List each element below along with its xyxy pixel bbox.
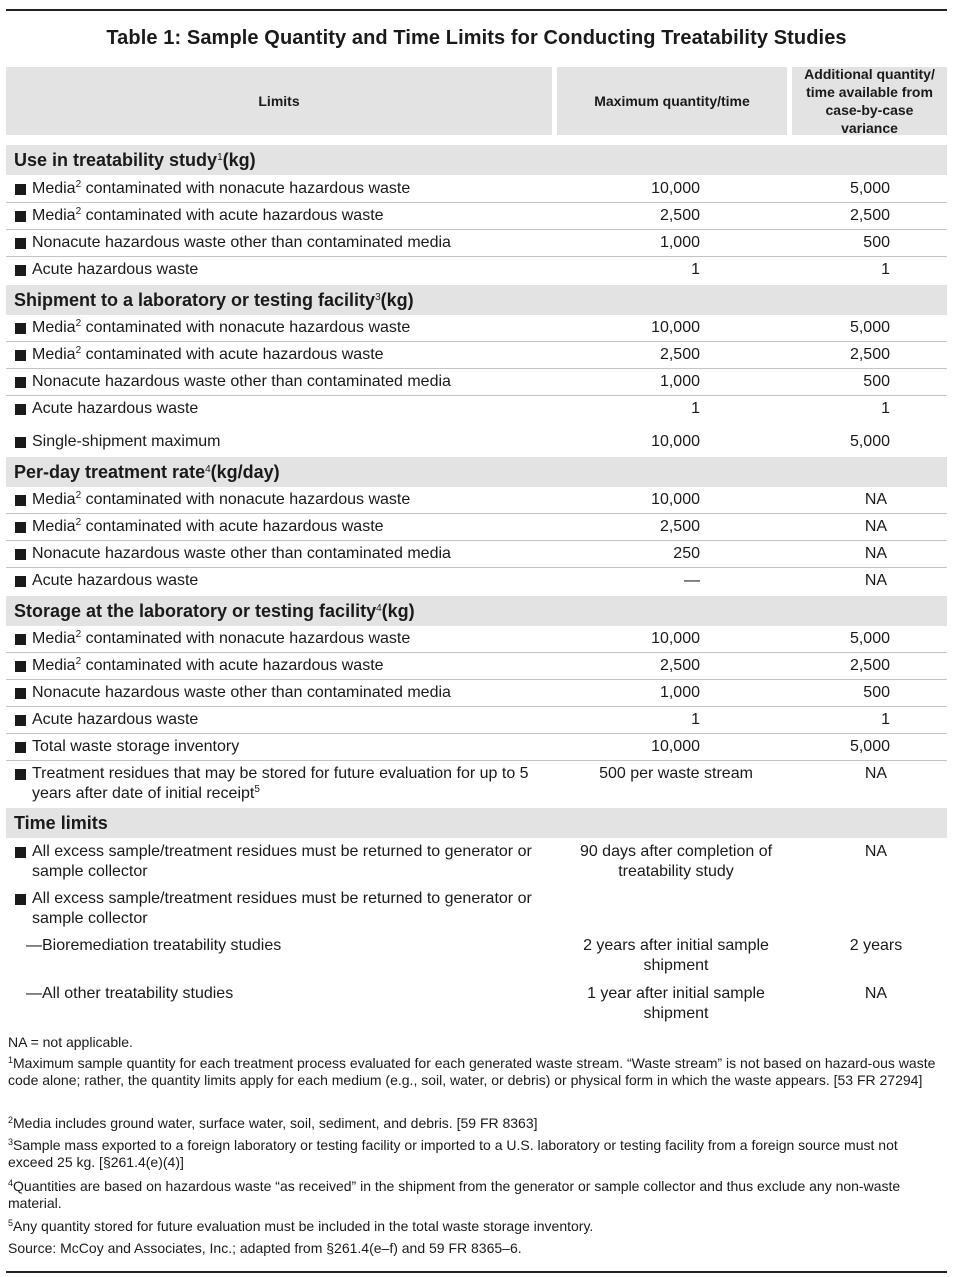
na-note: NA = not applicable. — [8, 1034, 133, 1050]
section-title — [14, 596, 415, 626]
section-title — [14, 808, 108, 838]
max-quantity-cell: 2 years after initial sample shipment — [583, 937, 769, 974]
row-label — [32, 710, 557, 730]
footnote-ref: 2 — [75, 318, 82, 329]
additional-quantity-cell: NA — [864, 545, 888, 562]
bullet-icon — [15, 522, 26, 533]
row-label-text: Nonacute hazardous waste other than contaminated media — [32, 234, 451, 251]
section-title — [14, 145, 256, 175]
max-quantity-cell: 10,000 — [651, 433, 700, 450]
row-label-text: All excess sample/treatment residues must be returned to generator or sample collector — [32, 843, 532, 880]
row-label — [32, 517, 557, 537]
row-label — [32, 656, 557, 676]
bullet-icon — [15, 377, 26, 388]
bullet-icon — [15, 661, 26, 672]
bullet-icon — [15, 576, 26, 587]
section-header — [6, 596, 947, 626]
footnote — [8, 1055, 938, 1089]
bullet-icon — [15, 265, 26, 276]
footnote-ref: 2 — [75, 629, 82, 640]
table-row — [6, 179, 947, 203]
additional-quantity-cell: NA — [864, 985, 888, 1002]
max-quantity-cell: 1,000 — [659, 684, 700, 701]
footnote-ref: 3 — [375, 292, 381, 303]
footnote-text: Sample mass exported to a foreign laboratory or testing facility or imported to a U.S. laboratory or testing facility from a foreign source must not exceed 25 kg. [§261.4(e)(4)] — [8, 1137, 898, 1170]
footnote-ref: 2 — [75, 345, 82, 356]
row-label-text: Media — [32, 346, 76, 363]
row-label — [32, 571, 557, 591]
row-label — [32, 345, 557, 365]
row-label-text: contaminated with nonacute hazardous waste — [81, 180, 411, 197]
max-quantity-cell: 10,000 — [651, 738, 700, 755]
section-title-text: Storage at the laboratory or testing facility — [14, 601, 377, 621]
max-quantity-cell: 1 — [691, 400, 700, 417]
row-label — [32, 179, 557, 199]
footnote-text: Any quantity stored for future evaluation must be included in the total waste storage inventory. — [13, 1218, 594, 1234]
additional-quantity-cell: 1 — [881, 261, 890, 278]
table-row — [6, 683, 947, 707]
max-quantity-cell: 2,500 — [659, 657, 700, 674]
row-label-text: Acute hazardous waste — [32, 572, 199, 589]
table-row — [6, 571, 947, 594]
row-label — [32, 206, 557, 226]
row-label-text: Media — [32, 491, 76, 508]
max-quantity-cell: 10,000 — [651, 491, 700, 508]
table-row — [6, 372, 947, 396]
section-title — [14, 457, 280, 487]
row-label-text: —All other treatability studies — [26, 985, 234, 1002]
row-label-text: Media — [32, 630, 76, 647]
additional-quantity-cell: NA — [864, 491, 888, 508]
bullet-icon — [15, 184, 26, 195]
row-label — [32, 842, 557, 882]
table-row — [6, 984, 947, 1026]
footnote — [8, 1218, 938, 1235]
max-quantity-cell: 2,500 — [659, 518, 700, 535]
table-row — [6, 517, 947, 541]
row-label — [32, 764, 557, 804]
additional-quantity-cell: NA — [864, 765, 888, 782]
section-unit: (kg) — [222, 150, 256, 170]
max-quantity-cell: 1 — [691, 261, 700, 278]
footnote-ref: 1 — [217, 152, 223, 163]
section-header — [6, 457, 947, 487]
bullet-icon — [15, 495, 26, 506]
row-label — [32, 737, 557, 757]
table-row — [6, 710, 947, 734]
row-label-text: Media — [32, 518, 76, 535]
table-row — [6, 764, 947, 806]
table-row — [6, 399, 947, 422]
bullet-icon — [15, 769, 26, 780]
bullet-icon — [15, 437, 26, 448]
additional-quantity-cell: 2,500 — [849, 207, 890, 224]
row-label — [32, 544, 557, 564]
additional-quantity-cell: NA — [864, 518, 888, 535]
table-row — [6, 206, 947, 230]
table-row — [6, 656, 947, 680]
additional-quantity-cell: 5,000 — [849, 319, 890, 336]
max-quantity-cell: 10,000 — [651, 630, 700, 647]
table-row — [6, 629, 947, 653]
max-quantity-cell: 2,500 — [659, 207, 700, 224]
section-title-text: Shipment to a laboratory or testing facility — [14, 290, 376, 310]
additional-quantity-cell: 500 — [863, 234, 890, 251]
bullet-icon — [15, 894, 26, 905]
footnote-number: 5 — [8, 1218, 14, 1228]
row-label-text: contaminated with acute hazardous waste — [81, 207, 384, 224]
treatability-table-document — [6, 9, 947, 1273]
row-label — [32, 490, 557, 510]
row-label — [32, 432, 557, 452]
table-title: Table 1: Sample Quantity and Time Limits for Conducting Treatability Studies — [106, 27, 847, 49]
max-quantity-cell: 1 — [691, 711, 700, 728]
footnote-ref: 4 — [376, 603, 382, 614]
footnote-text: Quantities are based on hazardous waste “as received” in the shipment from the generator or sample collector and thus exclude any non-waste material. — [8, 1178, 901, 1211]
additional-quantity-cell: 5,000 — [849, 433, 890, 450]
row-label-text: Media — [32, 180, 76, 197]
row-label — [26, 936, 551, 956]
row-label-text: —Bioremediation treatability studies — [26, 937, 282, 954]
section-title — [14, 285, 414, 315]
row-label — [32, 629, 557, 649]
header-limits: Limits — [6, 67, 552, 135]
additional-quantity-cell: 2,500 — [849, 657, 890, 674]
footnote — [8, 1178, 938, 1212]
row-label — [32, 318, 557, 338]
table-row — [6, 233, 947, 257]
section-unit: (kg) — [381, 601, 415, 621]
table-row — [6, 260, 947, 283]
additional-quantity-cell: 5,000 — [849, 180, 890, 197]
additional-quantity-cell: 2 years — [849, 937, 903, 954]
additional-quantity-cell: 5,000 — [849, 738, 890, 755]
bullet-icon — [15, 688, 26, 699]
row-label-text: contaminated with nonacute hazardous waste — [81, 491, 411, 508]
section-header — [6, 145, 947, 175]
bullet-icon — [15, 847, 26, 858]
max-quantity-cell: 1,000 — [659, 234, 700, 251]
row-label-text: contaminated with acute hazardous waste — [81, 346, 384, 363]
footnote-ref: 2 — [75, 206, 82, 217]
row-label-text: Media — [32, 319, 76, 336]
row-label — [32, 260, 557, 280]
row-label-text: Nonacute hazardous waste other than contaminated media — [32, 373, 451, 390]
footnote-ref: 2 — [75, 179, 82, 190]
additional-quantity-cell: 500 — [863, 373, 890, 390]
bullet-icon — [15, 549, 26, 560]
footnote-number: 2 — [8, 1115, 14, 1125]
bullet-icon — [15, 350, 26, 361]
max-quantity-cell: 90 days after completion of treatability study — [579, 843, 773, 880]
footnote-number: 3 — [8, 1137, 14, 1147]
header-additional-quantity: Additional quantity/ time available from case-by-case variance — [792, 67, 947, 135]
section-title-text: Time limits — [14, 813, 108, 833]
footnote-text: Media includes ground water, surface water, soil, sediment, and debris. [59 FR 8363] — [13, 1115, 538, 1131]
footnote-number: 4 — [8, 1178, 14, 1188]
footnote — [8, 1137, 938, 1171]
row-label — [32, 889, 557, 929]
row-label-text: Total waste storage inventory — [32, 738, 240, 755]
row-label-text: contaminated with nonacute hazardous waste — [81, 630, 411, 647]
section-title-text: Per-day treatment rate — [14, 462, 206, 482]
table-row — [6, 318, 947, 342]
footnote-ref: 5 — [254, 784, 260, 795]
table-row — [6, 432, 947, 455]
bullet-icon — [15, 742, 26, 753]
max-quantity-cell: 10,000 — [651, 180, 700, 197]
footnote-ref: 2 — [75, 517, 82, 528]
row-label-text: Media — [32, 207, 76, 224]
row-label-text: Single-shipment maximum — [32, 433, 221, 450]
additional-quantity-cell: NA — [864, 843, 888, 860]
additional-quantity-cell: 1 — [881, 711, 890, 728]
max-quantity-cell: — — [684, 572, 700, 589]
footnote-ref: 4 — [205, 464, 211, 475]
bullet-icon — [15, 404, 26, 415]
table-row — [6, 889, 947, 931]
table-row — [6, 936, 947, 978]
table-row — [6, 842, 947, 884]
additional-quantity-cell: 2,500 — [849, 346, 890, 363]
table-row — [6, 490, 947, 514]
source-note: Source: McCoy and Associates, Inc.; adapted from §261.4(e–f) and 59 FR 8365–6. — [8, 1240, 522, 1256]
bullet-icon — [15, 715, 26, 726]
footnote-text: Maximum sample quantity for each treatment process evaluated for each generated waste stream. “Waste stream” is not based on hazard-ous waste code alone; rather, the quantity limits apply for each medium (e.g., soil, water, or debris) or physical form in which the waste appears. [53 FR 27294] — [8, 1055, 936, 1088]
table-row — [6, 737, 947, 761]
bullet-icon — [15, 634, 26, 645]
footnote — [8, 1115, 938, 1132]
row-label — [32, 399, 557, 419]
bullet-icon — [15, 238, 26, 249]
max-quantity-cell: 1,000 — [659, 373, 700, 390]
bullet-icon — [15, 211, 26, 222]
max-quantity-cell: 250 — [673, 545, 700, 562]
row-label-text: Media — [32, 657, 76, 674]
row-label-text: contaminated with acute hazardous waste — [81, 657, 384, 674]
max-quantity-cell: 500 per waste stream — [599, 765, 753, 782]
additional-quantity-cell: 500 — [863, 684, 890, 701]
footnote-ref: 2 — [75, 656, 82, 667]
footnote-ref: 2 — [75, 490, 82, 501]
row-label-text: Nonacute hazardous waste other than contaminated media — [32, 545, 451, 562]
row-label-text: Acute hazardous waste — [32, 711, 199, 728]
row-label-text: Treatment residues that may be stored for future evaluation for up to 5 years after date of initial receipt — [32, 765, 529, 802]
row-label — [32, 372, 557, 392]
row-label-text: contaminated with acute hazardous waste — [81, 518, 384, 535]
section-unit: (kg) — [380, 290, 414, 310]
bullet-icon — [15, 323, 26, 334]
max-quantity-cell: 10,000 — [651, 319, 700, 336]
max-quantity-cell: 2,500 — [659, 346, 700, 363]
section-header — [6, 808, 947, 838]
header-max-quantity: Maximum quantity/time — [557, 67, 787, 135]
row-label — [32, 683, 557, 703]
row-label-text: All excess sample/treatment residues must be returned to generator or sample collector — [32, 890, 532, 927]
row-label — [26, 984, 551, 1004]
max-quantity-cell: 1 year after initial sample shipment — [587, 985, 765, 1022]
row-label-text: Nonacute hazardous waste other than contaminated media — [32, 684, 451, 701]
row-label — [32, 233, 557, 253]
additional-quantity-cell: 5,000 — [849, 630, 890, 647]
additional-quantity-cell: 1 — [881, 400, 890, 417]
row-label-text: Acute hazardous waste — [32, 400, 199, 417]
table-row — [6, 544, 947, 568]
row-label-text: Acute hazardous waste — [32, 261, 199, 278]
section-title-text: Use in treatability study — [14, 150, 218, 170]
table-row — [6, 345, 947, 369]
section-header — [6, 285, 947, 315]
footnote-number: 1 — [8, 1055, 14, 1065]
section-unit: (kg/day) — [210, 462, 280, 482]
row-label-text: contaminated with nonacute hazardous waste — [81, 319, 411, 336]
additional-quantity-cell: NA — [864, 572, 888, 589]
